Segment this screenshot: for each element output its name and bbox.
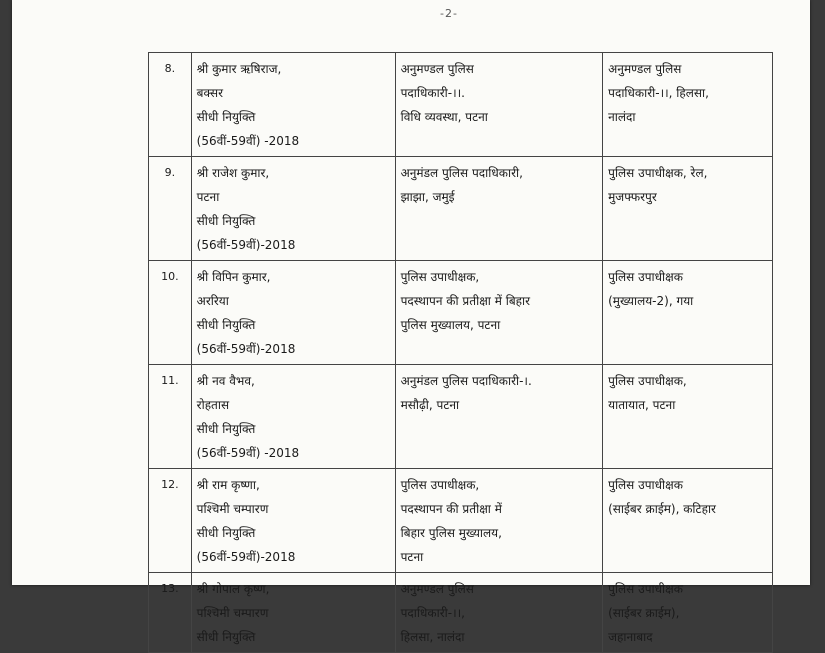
- current-posting-cell: [395, 53, 603, 157]
- cell-line: पुलिस मुख्यालय, पटना: [400, 318, 501, 332]
- transfer-table: [148, 52, 773, 653]
- table-row: [149, 157, 773, 261]
- cell-line: सीधी नियुक्ति: [196, 630, 256, 644]
- officer-name-cell: [191, 573, 395, 653]
- new-posting-cell: [603, 469, 773, 573]
- page-number: -2-: [440, 7, 458, 20]
- current-posting-cell: [395, 365, 603, 469]
- cell-line: पुलिस उपाधीक्षक,: [608, 374, 687, 388]
- officer-name-cell: [191, 261, 395, 365]
- cell-line: (56वीं-59वीं)-2018: [196, 550, 296, 564]
- table-row: [149, 261, 773, 365]
- cell-line: अनुमण्डल पुलिस: [608, 62, 682, 76]
- new-posting-cell: [603, 573, 773, 653]
- serial-number: 9.: [149, 157, 192, 261]
- current-posting-cell: [395, 469, 603, 573]
- cell-line: (56वीं-59वीं) -2018: [196, 446, 300, 460]
- officer-name-cell: [191, 53, 395, 157]
- cell-line: अनुमण्डल पुलिस: [400, 62, 474, 76]
- cell-line: विधि व्यवस्था, पटना: [400, 110, 488, 124]
- cell-line: सीधी नियुक्ति: [196, 422, 256, 436]
- serial-number: 10.: [149, 261, 192, 365]
- table-row: [149, 365, 773, 469]
- table-row: [149, 53, 773, 157]
- new-posting-cell: [603, 261, 773, 365]
- new-posting-cell: [603, 365, 773, 469]
- cell-line: पुलिस उपाधीक्षक, रेल,: [608, 166, 708, 180]
- cell-line: झाझा, जमुई: [400, 190, 455, 204]
- cell-line: पदस्थापन की प्रतीक्षा में: [400, 502, 502, 516]
- cell-line: पुलिस उपाधीक्षक,: [400, 270, 480, 284]
- officer-name-cell: [191, 469, 395, 573]
- cell-line: हिलसा, नालंदा: [400, 630, 465, 644]
- cell-line: (मुख्यालय-2), गया: [608, 294, 694, 308]
- cell-line: सीधी नियुक्ति: [196, 110, 256, 124]
- officer-name-cell: [191, 157, 395, 261]
- cell-line: मुजफ्फरपुर: [608, 190, 657, 204]
- cell-line: नालंदा: [608, 110, 636, 124]
- cell-line: अररिया: [196, 294, 229, 308]
- cell-line: पुलिस उपाधीक्षक: [608, 478, 683, 492]
- cell-line: (56वीं-59वीं)-2018: [196, 238, 296, 252]
- officer-name-cell: [191, 365, 395, 469]
- cell-line: पदाधिकारी-।।.: [400, 86, 465, 100]
- cell-line: सीधी नियुक्ति: [196, 526, 256, 540]
- cell-line: पदस्थापन की प्रतीक्षा में बिहार: [400, 294, 531, 308]
- cell-line: श्री राजेश कुमार,: [196, 166, 270, 180]
- cell-line: अनुमंडल पुलिस पदाधिकारी-।.: [400, 374, 532, 388]
- cell-line: पुलिस उपाधीक्षक: [608, 582, 683, 596]
- serial-number: 13.: [149, 573, 192, 653]
- document-page: [12, 0, 810, 644]
- cell-line: श्री गोपाल कृष्ण,: [196, 582, 270, 596]
- cell-line: रोहतास: [196, 398, 230, 412]
- cell-line: पश्चिमी चम्पारण: [196, 502, 269, 516]
- serial-number: 11.: [149, 365, 192, 469]
- cell-line: (साईबर क्राईम), कटिहार: [608, 502, 716, 516]
- table-row: [149, 573, 773, 653]
- cell-line: पदाधिकारी-।।, हिलसा,: [608, 86, 709, 100]
- cell-line: (साईबर क्राईम),: [608, 606, 680, 620]
- cell-line: श्री कुमार ऋषिराज,: [196, 62, 282, 76]
- cell-line: अनुमंडल पुलिस पदाधिकारी,: [400, 166, 523, 180]
- cell-line: (56वीं-59वीं) -2018: [196, 134, 300, 148]
- new-posting-cell: [603, 157, 773, 261]
- cell-line: पटना: [400, 550, 424, 564]
- cell-line: श्री राम कृष्णा,: [196, 478, 260, 492]
- cell-line: बक्सर: [196, 86, 224, 100]
- current-posting-cell: [395, 573, 603, 653]
- cell-line: पुलिस उपाधीक्षक,: [400, 478, 480, 492]
- new-posting-cell: [603, 53, 773, 157]
- cell-line: जहानाबाद: [608, 630, 653, 644]
- cell-line: सीधी नियुक्ति: [196, 318, 256, 332]
- cell-line: सीधी नियुक्ति: [196, 214, 256, 228]
- serial-number: 8.: [149, 53, 192, 157]
- current-posting-cell: [395, 157, 603, 261]
- current-posting-cell: [395, 261, 603, 365]
- cell-line: पटना: [196, 190, 220, 204]
- serial-number: 12.: [149, 469, 192, 573]
- cell-line: (56वीं-59वीं)-2018: [196, 342, 296, 356]
- table-row: [149, 469, 773, 573]
- cell-line: श्री नव वैभव,: [196, 374, 255, 388]
- cell-line: पुलिस उपाधीक्षक: [608, 270, 683, 284]
- cell-line: श्री विपिन कुमार,: [196, 270, 271, 284]
- cell-line: पश्चिमी चम्पारण: [196, 606, 269, 620]
- cell-line: यातायात, पटना: [608, 398, 676, 412]
- cell-line: अनुमण्डल पुलिस: [400, 582, 474, 596]
- cell-line: मसौढ़ी, पटना: [400, 398, 460, 412]
- cell-line: पदाधिकारी-।।,: [400, 606, 465, 620]
- cell-line: बिहार पुलिस मुख्यालय,: [400, 526, 502, 540]
